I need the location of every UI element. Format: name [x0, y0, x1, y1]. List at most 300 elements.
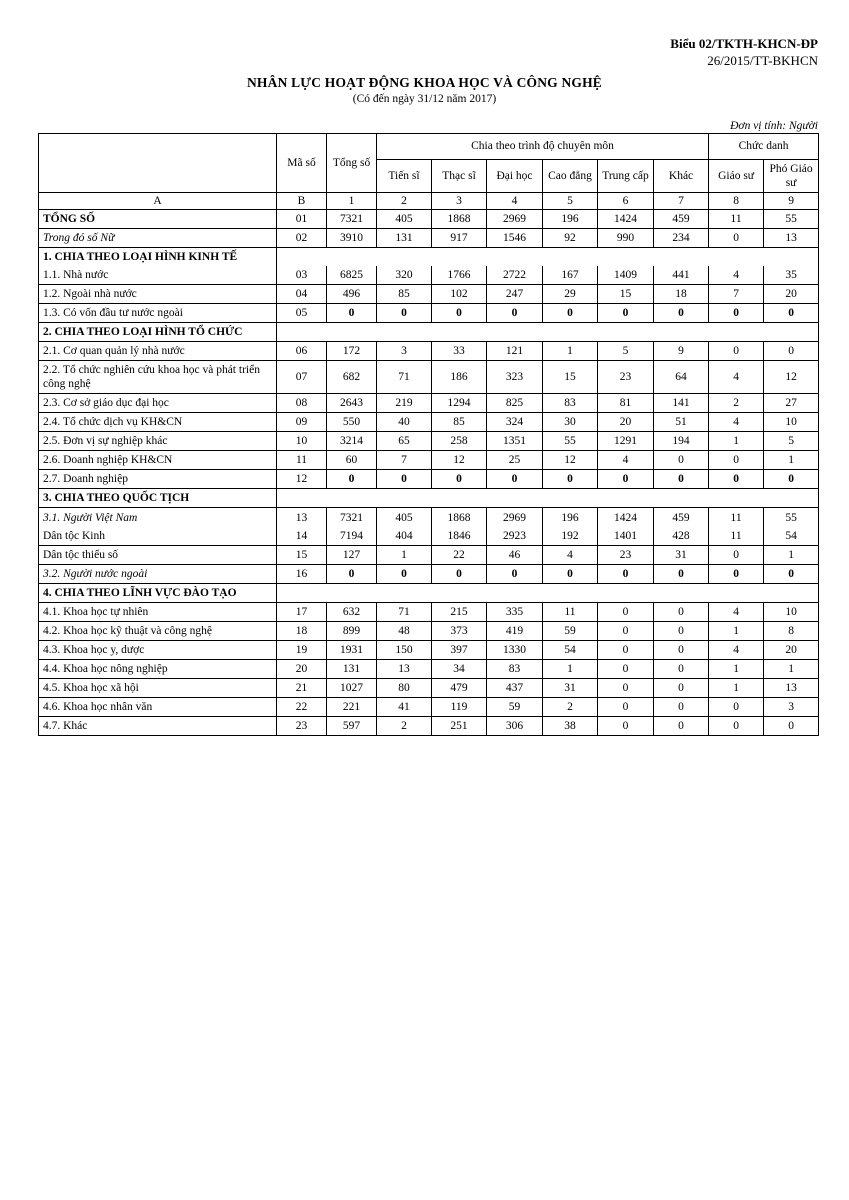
value-cell: 6825 [327, 266, 377, 285]
value-cell: 4 [709, 603, 764, 622]
value-cell: 71 [377, 361, 432, 394]
row-label: 4.3. Khoa học y, dược [39, 641, 277, 660]
table-row [39, 228, 819, 247]
row-label: 2.3. Cơ sở giáo dục đại học [39, 394, 277, 413]
table-row [39, 660, 819, 679]
value-cell: 8 [764, 622, 819, 641]
value-cell: 0 [432, 304, 487, 323]
value-cell: 85 [432, 413, 487, 432]
value-cell: 1330 [487, 641, 543, 660]
index-cell: 6 [598, 192, 654, 209]
value-cell: 20 [598, 413, 654, 432]
value-cell: 1424 [598, 209, 654, 228]
value-cell: 15 [543, 361, 598, 394]
value-cell: 0 [709, 451, 764, 470]
value-cell: 0 [654, 451, 709, 470]
value-cell: 83 [543, 394, 598, 413]
value-cell: 1546 [487, 228, 543, 247]
header-empty-cell [39, 133, 277, 192]
value-cell: 0 [377, 565, 432, 584]
value-cell: 323 [487, 361, 543, 394]
value-cell: 11 [709, 527, 764, 546]
value-cell: 4 [543, 546, 598, 565]
row-code: 15 [277, 546, 327, 565]
value-cell: 1931 [327, 641, 377, 660]
value-cell: 1351 [487, 432, 543, 451]
value-cell: 10 [764, 413, 819, 432]
value-cell: 3 [377, 342, 432, 361]
row-code: 14 [277, 527, 327, 546]
header-row-groups [39, 133, 819, 159]
value-cell: 1027 [327, 679, 377, 698]
row-label: 3.2. Người nước ngoài [39, 565, 277, 584]
section-label: 2. CHIA THEO LOẠI HÌNH TỔ CHỨC [39, 323, 277, 342]
row-label: 3.1. Người Việt Nam [39, 508, 277, 527]
value-cell: 0 [654, 304, 709, 323]
table-header [39, 133, 819, 209]
row-code: 10 [277, 432, 327, 451]
value-cell: 335 [487, 603, 543, 622]
table-row [39, 361, 819, 394]
index-cell: 3 [432, 192, 487, 209]
section-empty-cell [277, 247, 819, 266]
value-cell: 1 [764, 546, 819, 565]
row-code: 04 [277, 285, 327, 304]
value-cell: 29 [543, 285, 598, 304]
row-code: 03 [277, 266, 327, 285]
value-cell: 0 [432, 565, 487, 584]
statistics-table [38, 133, 819, 737]
value-cell: 167 [543, 266, 598, 285]
row-label: 1.1. Nhà nước [39, 266, 277, 285]
value-cell: 0 [654, 565, 709, 584]
value-cell: 0 [709, 470, 764, 489]
section-label: 4. CHIA THEO LĨNH VỰC ĐÀO TẠO [39, 584, 277, 603]
value-cell: 1294 [432, 394, 487, 413]
value-cell: 7 [377, 451, 432, 470]
value-cell: 4 [709, 641, 764, 660]
index-cell: 8 [709, 192, 764, 209]
value-cell: 0 [598, 679, 654, 698]
value-cell: 1 [709, 660, 764, 679]
value-cell: 0 [543, 470, 598, 489]
table-row [39, 432, 819, 451]
section-label: 1. CHIA THEO LOẠI HÌNH KINH TẾ [39, 247, 277, 266]
value-cell: 219 [377, 394, 432, 413]
value-cell: 0 [654, 603, 709, 622]
value-cell: 11 [543, 603, 598, 622]
value-cell: 1291 [598, 432, 654, 451]
section-row [39, 247, 819, 266]
value-cell: 20 [764, 641, 819, 660]
value-cell: 9 [654, 342, 709, 361]
value-cell: 1868 [432, 209, 487, 228]
value-cell: 0 [327, 304, 377, 323]
value-cell: 2 [543, 698, 598, 717]
row-label: 2.7. Doanh nghiệp [39, 470, 277, 489]
value-cell: 0 [598, 304, 654, 323]
form-circular-ref: 26/2015/TT-BKHCN [707, 52, 818, 68]
unit-note: Đơn vị tính: Người [730, 119, 818, 132]
row-code: 19 [277, 641, 327, 660]
value-cell: 0 [709, 698, 764, 717]
value-cell: 404 [377, 527, 432, 546]
value-cell: 459 [654, 508, 709, 527]
value-cell: 3 [764, 698, 819, 717]
value-cell: 258 [432, 432, 487, 451]
value-cell: 48 [377, 622, 432, 641]
value-cell: 7321 [327, 209, 377, 228]
row-label: Trong đó số Nữ [39, 228, 277, 247]
value-cell: 1 [709, 432, 764, 451]
value-cell: 324 [487, 413, 543, 432]
value-cell: 12 [543, 451, 598, 470]
value-cell: 0 [598, 717, 654, 736]
index-cell: 5 [543, 192, 598, 209]
header-group-title: Chức danh [709, 133, 819, 159]
row-code: 11 [277, 451, 327, 470]
value-cell: 1766 [432, 266, 487, 285]
value-cell: 0 [598, 622, 654, 641]
row-code: 21 [277, 679, 327, 698]
value-cell: 0 [487, 304, 543, 323]
value-cell: 5 [764, 432, 819, 451]
value-cell: 60 [327, 451, 377, 470]
row-label: 2.4. Tổ chức dịch vụ KH&CN [39, 413, 277, 432]
row-code: 23 [277, 717, 327, 736]
header-trung-cap: Trung cấp [598, 159, 654, 192]
table-row [39, 603, 819, 622]
value-cell: 0 [654, 660, 709, 679]
header-thac-si: Thạc sĩ [432, 159, 487, 192]
row-label: 1.2. Ngoài nhà nước [39, 285, 277, 304]
value-cell: 215 [432, 603, 487, 622]
header-dai-hoc: Đại học [487, 159, 543, 192]
table-row [39, 304, 819, 323]
row-label: TỔNG SỐ [39, 209, 277, 228]
value-cell: 59 [487, 698, 543, 717]
value-cell: 419 [487, 622, 543, 641]
table-row [39, 451, 819, 470]
value-cell: 0 [327, 565, 377, 584]
index-cell: 7 [654, 192, 709, 209]
value-cell: 64 [654, 361, 709, 394]
section-label: 3. CHIA THEO QUỐC TỊCH [39, 489, 277, 508]
row-code: 06 [277, 342, 327, 361]
value-cell: 23 [598, 361, 654, 394]
value-cell: 4 [709, 361, 764, 394]
value-cell: 4 [709, 266, 764, 285]
value-cell: 0 [598, 660, 654, 679]
value-cell: 0 [654, 641, 709, 660]
value-cell: 13 [764, 228, 819, 247]
value-cell: 0 [764, 304, 819, 323]
row-label: Dân tộc Kinh [39, 527, 277, 546]
value-cell: 437 [487, 679, 543, 698]
value-cell: 0 [327, 470, 377, 489]
row-code: 08 [277, 394, 327, 413]
section-row [39, 584, 819, 603]
value-cell: 27 [764, 394, 819, 413]
value-cell: 0 [598, 641, 654, 660]
value-cell: 7194 [327, 527, 377, 546]
row-label: 4.5. Khoa học xã hội [39, 679, 277, 698]
value-cell: 0 [654, 717, 709, 736]
value-cell: 0 [598, 603, 654, 622]
value-cell: 1846 [432, 527, 487, 546]
row-label: 4.4. Khoa học nông nghiệp [39, 660, 277, 679]
section-empty-cell [277, 584, 819, 603]
value-cell: 20 [764, 285, 819, 304]
value-cell: 1409 [598, 266, 654, 285]
value-cell: 23 [598, 546, 654, 565]
value-cell: 0 [709, 546, 764, 565]
value-cell: 234 [654, 228, 709, 247]
value-cell: 4 [598, 451, 654, 470]
value-cell: 306 [487, 717, 543, 736]
value-cell: 54 [543, 641, 598, 660]
table-row [39, 565, 819, 584]
value-cell: 0 [598, 565, 654, 584]
value-cell: 1401 [598, 527, 654, 546]
value-cell: 7321 [327, 508, 377, 527]
value-cell: 25 [487, 451, 543, 470]
value-cell: 196 [543, 508, 598, 527]
value-cell: 119 [432, 698, 487, 717]
table-row [39, 641, 819, 660]
value-cell: 0 [764, 565, 819, 584]
value-cell: 12 [764, 361, 819, 394]
row-code: 16 [277, 565, 327, 584]
table-row [39, 698, 819, 717]
value-cell: 186 [432, 361, 487, 394]
table-row [39, 470, 819, 489]
value-cell: 0 [377, 470, 432, 489]
index-cell: B [277, 192, 327, 209]
value-cell: 55 [764, 508, 819, 527]
value-cell: 0 [487, 565, 543, 584]
section-row [39, 323, 819, 342]
value-cell: 441 [654, 266, 709, 285]
table-body [39, 209, 819, 736]
row-label: 2.2. Tổ chức nghiên cứu khoa học và phát triển công nghệ [39, 361, 277, 394]
table-row [39, 342, 819, 361]
value-cell: 2969 [487, 209, 543, 228]
row-label: 1.3. Có vốn đầu tư nước ngoài [39, 304, 277, 323]
value-cell: 496 [327, 285, 377, 304]
value-cell: 2722 [487, 266, 543, 285]
value-cell: 11 [709, 209, 764, 228]
table-row [39, 508, 819, 527]
value-cell: 247 [487, 285, 543, 304]
value-cell: 2 [709, 394, 764, 413]
value-cell: 459 [654, 209, 709, 228]
header-ma-so: Mã số [277, 133, 327, 192]
value-cell: 1 [764, 451, 819, 470]
value-cell: 54 [764, 527, 819, 546]
row-code: 22 [277, 698, 327, 717]
value-cell: 0 [654, 470, 709, 489]
table-row [39, 527, 819, 546]
row-code: 12 [277, 470, 327, 489]
value-cell: 397 [432, 641, 487, 660]
header-cao-dang: Cao đẳng [543, 159, 598, 192]
value-cell: 13 [377, 660, 432, 679]
page-title: NHÂN LỰC HOẠT ĐỘNG KHOA HỌC VÀ CÔNG NGHỆ [246, 74, 603, 90]
row-label: Dân tộc thiểu số [39, 546, 277, 565]
value-cell: 41 [377, 698, 432, 717]
value-cell: 825 [487, 394, 543, 413]
row-code: 20 [277, 660, 327, 679]
value-cell: 55 [764, 209, 819, 228]
table-row [39, 413, 819, 432]
header-group-qualification: Chia theo trình độ chuyên môn [377, 133, 709, 159]
value-cell: 194 [654, 432, 709, 451]
value-cell: 30 [543, 413, 598, 432]
value-cell: 12 [432, 451, 487, 470]
value-cell: 85 [377, 285, 432, 304]
value-cell: 0 [764, 717, 819, 736]
row-code: 01 [277, 209, 327, 228]
value-cell: 1 [764, 660, 819, 679]
value-cell: 51 [654, 413, 709, 432]
row-label: 2.1. Cơ quan quản lý nhà nước [39, 342, 277, 361]
header-khac: Khác [654, 159, 709, 192]
value-cell: 196 [543, 209, 598, 228]
section-empty-cell [277, 323, 819, 342]
value-cell: 251 [432, 717, 487, 736]
value-cell: 1 [543, 342, 598, 361]
index-cell: 1 [327, 192, 377, 209]
value-cell: 11 [709, 508, 764, 527]
value-cell: 1 [709, 622, 764, 641]
table-row [39, 717, 819, 736]
index-cell: A [39, 192, 277, 209]
value-cell: 192 [543, 527, 598, 546]
value-cell: 221 [327, 698, 377, 717]
value-cell: 1868 [432, 508, 487, 527]
value-cell: 0 [654, 622, 709, 641]
row-label: 4.7. Khác [39, 717, 277, 736]
row-label: 2.5. Đơn vị sự nghiệp khác [39, 432, 277, 451]
row-code: 18 [277, 622, 327, 641]
value-cell: 4 [709, 413, 764, 432]
value-cell: 550 [327, 413, 377, 432]
form-reference-block [0, 0, 849, 70]
header-giao-su: Giáo sư [709, 159, 764, 192]
value-cell: 150 [377, 641, 432, 660]
row-label: 2.6. Doanh nghiệp KH&CN [39, 451, 277, 470]
value-cell: 81 [598, 394, 654, 413]
value-cell: 632 [327, 603, 377, 622]
value-cell: 1 [543, 660, 598, 679]
row-code: 17 [277, 603, 327, 622]
value-cell: 1 [377, 546, 432, 565]
value-cell: 405 [377, 508, 432, 527]
index-cell: 2 [377, 192, 432, 209]
value-cell: 35 [764, 266, 819, 285]
value-cell: 3910 [327, 228, 377, 247]
value-cell: 10 [764, 603, 819, 622]
value-cell: 0 [598, 470, 654, 489]
table-row [39, 266, 819, 285]
value-cell: 0 [543, 565, 598, 584]
value-cell: 18 [654, 285, 709, 304]
header-tong-so: Tổng số [327, 133, 377, 192]
value-cell: 71 [377, 603, 432, 622]
table-row [39, 209, 819, 228]
value-cell: 59 [543, 622, 598, 641]
table-row [39, 679, 819, 698]
value-cell: 40 [377, 413, 432, 432]
value-cell: 31 [543, 679, 598, 698]
value-cell: 0 [709, 717, 764, 736]
value-cell: 990 [598, 228, 654, 247]
table-row [39, 285, 819, 304]
value-cell: 2 [377, 717, 432, 736]
index-cell: 4 [487, 192, 543, 209]
value-cell: 2923 [487, 527, 543, 546]
value-cell: 7 [709, 285, 764, 304]
header-pho-giao-su: Phó Giáo sư [764, 159, 819, 192]
table-row [39, 394, 819, 413]
value-cell: 33 [432, 342, 487, 361]
value-cell: 0 [709, 565, 764, 584]
row-code: 07 [277, 361, 327, 394]
value-cell: 5 [598, 342, 654, 361]
value-cell: 3214 [327, 432, 377, 451]
value-cell: 405 [377, 209, 432, 228]
value-cell: 102 [432, 285, 487, 304]
value-cell: 80 [377, 679, 432, 698]
value-cell: 131 [327, 660, 377, 679]
section-row [39, 489, 819, 508]
value-cell: 22 [432, 546, 487, 565]
header-tien-si: Tiến sĩ [377, 159, 432, 192]
value-cell: 0 [654, 679, 709, 698]
value-cell: 0 [764, 342, 819, 361]
value-cell: 320 [377, 266, 432, 285]
row-label: 4.2. Khoa học kỹ thuật và công nghệ [39, 622, 277, 641]
value-cell: 131 [377, 228, 432, 247]
value-cell: 0 [709, 342, 764, 361]
value-cell: 31 [654, 546, 709, 565]
section-empty-cell [277, 489, 819, 508]
value-cell: 428 [654, 527, 709, 546]
value-cell: 141 [654, 394, 709, 413]
value-cell: 1424 [598, 508, 654, 527]
value-cell: 13 [764, 679, 819, 698]
value-cell: 127 [327, 546, 377, 565]
value-cell: 92 [543, 228, 598, 247]
value-cell: 917 [432, 228, 487, 247]
value-cell: 65 [377, 432, 432, 451]
table-row [39, 546, 819, 565]
value-cell: 1 [709, 679, 764, 698]
value-cell: 38 [543, 717, 598, 736]
value-cell: 0 [487, 470, 543, 489]
row-code: 02 [277, 228, 327, 247]
value-cell: 479 [432, 679, 487, 698]
value-cell: 15 [598, 285, 654, 304]
header-row-index [39, 192, 819, 209]
value-cell: 34 [432, 660, 487, 679]
row-code: 05 [277, 304, 327, 323]
page-subtitle: (Có đến ngày 31/12 năm 2017) [352, 92, 497, 105]
row-code: 13 [277, 508, 327, 527]
value-cell: 2643 [327, 394, 377, 413]
value-cell: 0 [598, 698, 654, 717]
